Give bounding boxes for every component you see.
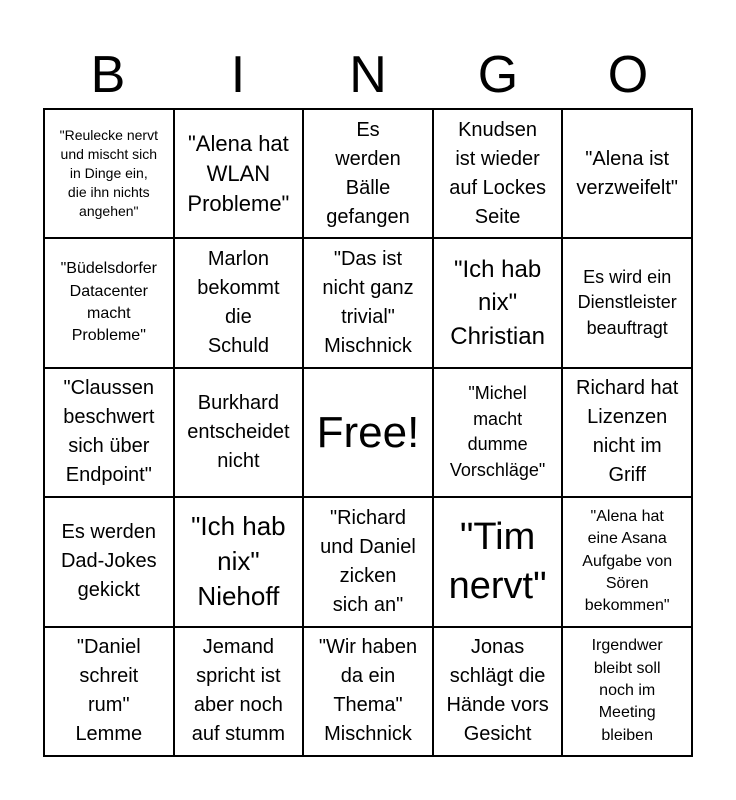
bingo-cell[interactable] xyxy=(303,497,433,626)
bingo-cell[interactable] xyxy=(562,109,692,238)
bingo-cell[interactable] xyxy=(174,627,304,756)
bingo-cell[interactable] xyxy=(433,368,563,497)
header-letter-g: G xyxy=(477,46,519,104)
cell-text: "Ich hab nix" Christian xyxy=(450,255,545,350)
cell-text: Jemand spricht ist aber noch auf stumm xyxy=(191,636,286,746)
bingo-cell[interactable] xyxy=(174,368,304,497)
bingo-cell[interactable] xyxy=(174,238,304,367)
bingo-cell[interactable] xyxy=(44,497,174,626)
bingo-cell[interactable] xyxy=(44,627,174,756)
bingo-cell[interactable] xyxy=(433,109,563,238)
bingo-cell[interactable] xyxy=(433,627,563,756)
cell-text: Marlon bekommt die Schuld xyxy=(197,248,280,358)
bingo-cell[interactable] xyxy=(44,109,174,238)
cell-text: Burkhard entscheidet nicht xyxy=(187,391,290,472)
cell-text: "Wir haben da ein Thema" Mischnick xyxy=(318,636,418,746)
bingo-cell[interactable] xyxy=(44,238,174,367)
cell-text: "Reulecke nervt und mischt sich in Dinge ein, die ihn nichts angehen" xyxy=(59,127,158,220)
bingo-cell[interactable] xyxy=(174,497,304,626)
cell-text: "Richard und Daniel zicken sich an" xyxy=(320,506,416,616)
cell-text: "Tim nervt" xyxy=(448,515,547,607)
bingo-free-cell[interactable] xyxy=(303,368,433,497)
bingo-cell[interactable] xyxy=(303,238,433,367)
bingo-cell[interactable] xyxy=(562,497,692,626)
bingo-cell[interactable] xyxy=(562,238,692,367)
cell-text: "Alena hat WLAN Probleme" xyxy=(187,131,290,216)
free-space-label: Free! xyxy=(316,407,420,457)
cell-text: Knudsen ist wieder auf Lockes Seite xyxy=(449,118,546,228)
header-letter-n: N xyxy=(349,46,387,104)
cell-text: "Alena hat eine Asana Aufgabe von Sören bekommen" xyxy=(582,507,673,615)
cell-text: Es wird ein Dienstleister beauftragt xyxy=(577,266,677,338)
header-letter-i: I xyxy=(230,46,246,104)
cell-text: Es werden Dad-Jokes gekickt xyxy=(60,521,157,602)
bingo-cell[interactable] xyxy=(44,368,174,497)
cell-text: "Claussen beschwert sich über Endpoint" xyxy=(63,377,155,487)
cell-text: Es werden Bälle gefangen xyxy=(326,118,410,228)
cell-text: "Ich hab nix" Niehoff xyxy=(191,511,286,612)
bingo-cell[interactable] xyxy=(433,238,563,367)
cell-text: Irgendwer bleibt soll noch im Meeting bleiben xyxy=(591,637,663,744)
cell-text: "Daniel schreit rum" Lemme xyxy=(75,636,143,746)
bingo-cell[interactable] xyxy=(303,109,433,238)
bingo-cell[interactable] xyxy=(303,627,433,756)
cell-text: "Büdelsdorfer Datacenter macht Probleme" xyxy=(60,260,157,345)
bingo-cell[interactable] xyxy=(562,368,692,497)
header-letter-b: B xyxy=(90,46,126,104)
header-letter-o: O xyxy=(607,46,649,104)
cell-text: "Das ist nicht ganz trivial" Mischnick xyxy=(322,248,414,358)
cell-text: "Michel macht dumme Vorschläge" xyxy=(449,383,546,481)
cell-text: Richard hat Lizenzen nicht im Griff xyxy=(576,377,679,487)
cell-text: Jonas schlägt die Hände vors Gesicht xyxy=(446,636,549,746)
bingo-cell[interactable] xyxy=(562,627,692,756)
bingo-board xyxy=(43,108,693,757)
bingo-cell[interactable] xyxy=(174,109,304,238)
cell-text: "Alena ist verzweifelt" xyxy=(576,147,678,199)
bingo-cell[interactable] xyxy=(433,497,563,626)
bingo-header xyxy=(43,42,693,108)
